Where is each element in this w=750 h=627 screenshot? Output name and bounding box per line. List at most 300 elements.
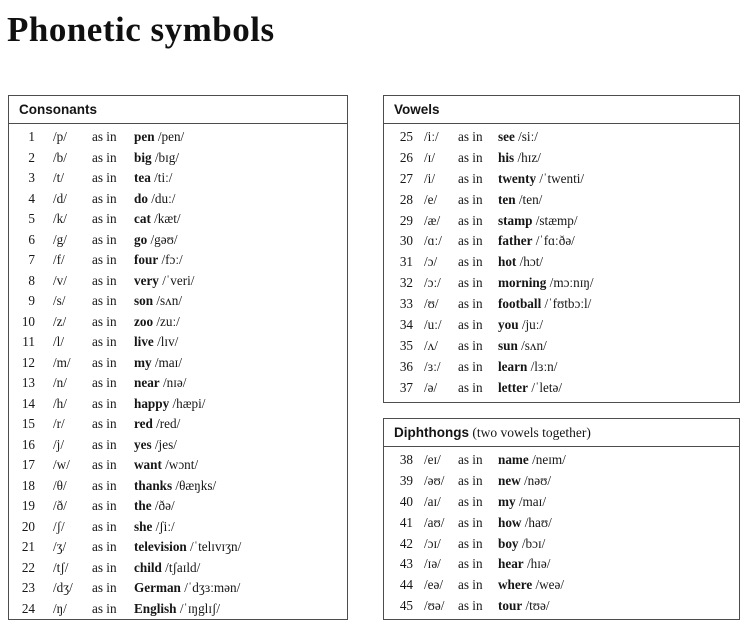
table-row bbox=[384, 575, 739, 596]
row-transcription: /ten/ bbox=[518, 191, 543, 207]
row-word: boy bbox=[498, 535, 519, 551]
row-word: name bbox=[498, 452, 529, 467]
row-word-cell bbox=[134, 127, 347, 148]
row-number: 2 bbox=[28, 149, 35, 165]
table-row bbox=[9, 476, 347, 497]
row-symbol: /aʊ/ bbox=[424, 514, 445, 530]
row-as-in: as in bbox=[458, 317, 483, 333]
table-row bbox=[384, 252, 739, 273]
row-number: 29 bbox=[399, 212, 413, 228]
row-transcription: /gəʊ/ bbox=[150, 231, 178, 247]
table-row bbox=[384, 357, 739, 378]
table-row bbox=[384, 273, 739, 294]
row-word-cell bbox=[134, 578, 347, 599]
row-symbol: /t/ bbox=[53, 170, 64, 185]
row-word-cell bbox=[134, 373, 347, 394]
row-word: four bbox=[134, 252, 159, 267]
row-word: live bbox=[134, 334, 154, 349]
table-row bbox=[9, 291, 347, 312]
row-symbol: /s/ bbox=[53, 293, 66, 308]
row-word: cat bbox=[134, 211, 151, 226]
table-row bbox=[9, 558, 347, 579]
row-transcription: /lɪv/ bbox=[157, 334, 179, 349]
row-word: ten bbox=[498, 191, 516, 207]
row-transcription: /θæŋks/ bbox=[175, 477, 217, 493]
row-symbol: /ʊə/ bbox=[424, 598, 445, 614]
row-word: see bbox=[498, 129, 515, 144]
row-word: English bbox=[134, 600, 177, 616]
row-number: 21 bbox=[21, 539, 35, 554]
row-word: tea bbox=[134, 170, 151, 185]
row-transcription: /ˈveri/ bbox=[162, 272, 195, 288]
row-word-cell bbox=[134, 230, 347, 251]
row-symbol: /p/ bbox=[53, 129, 67, 144]
table-row bbox=[9, 250, 347, 271]
row-number: 9 bbox=[28, 293, 35, 308]
row-word: the bbox=[134, 498, 152, 513]
row-number: 13 bbox=[21, 375, 35, 390]
row-number: 14 bbox=[21, 395, 35, 411]
vowels-rows bbox=[384, 124, 739, 399]
row-transcription: /zuː/ bbox=[156, 313, 180, 329]
row-symbol: /r/ bbox=[53, 416, 65, 431]
table-row bbox=[9, 537, 347, 558]
row-symbol: /m/ bbox=[53, 354, 71, 370]
row-number: 22 bbox=[21, 559, 35, 575]
table-row bbox=[9, 373, 347, 394]
row-word: pen bbox=[134, 129, 155, 144]
row-word: tour bbox=[498, 598, 523, 614]
row-as-in: as in bbox=[92, 559, 117, 575]
row-number: 17 bbox=[21, 457, 35, 472]
row-transcription: /ˈfɑːðə/ bbox=[535, 233, 575, 249]
table-row bbox=[384, 294, 739, 315]
row-as-in: as in bbox=[92, 231, 117, 247]
row-transcription: /nəʊ/ bbox=[524, 472, 552, 488]
row-as-in: as in bbox=[458, 191, 483, 207]
vowels-header-label: Vowels bbox=[394, 102, 440, 117]
row-word: son bbox=[134, 293, 154, 308]
row-as-in: as in bbox=[458, 577, 483, 593]
row-symbol: /ʌ/ bbox=[424, 337, 438, 353]
consonants-header-label: Consonants bbox=[19, 102, 98, 117]
row-symbol: /j/ bbox=[53, 436, 64, 452]
row-word: you bbox=[498, 317, 519, 333]
row-word: morning bbox=[498, 275, 547, 291]
row-as-in: as in bbox=[458, 149, 483, 165]
table-row bbox=[384, 127, 739, 148]
row-word-cell bbox=[498, 273, 739, 294]
row-as-in: as in bbox=[92, 129, 117, 144]
row-transcription: /jes/ bbox=[154, 436, 177, 452]
table-row bbox=[384, 169, 739, 190]
row-word: television bbox=[134, 539, 187, 554]
row-word-cell bbox=[134, 271, 347, 292]
row-transcription: /tiː/ bbox=[154, 170, 173, 185]
row-as-in: as in bbox=[458, 337, 483, 353]
row-symbol: /ɑː/ bbox=[424, 233, 442, 249]
row-symbol: /d/ bbox=[53, 190, 67, 206]
table-row bbox=[384, 190, 739, 211]
table-row bbox=[9, 578, 347, 599]
row-word-cell bbox=[498, 357, 739, 378]
row-number: 40 bbox=[399, 493, 413, 509]
row-word-cell bbox=[498, 190, 739, 211]
row-word-cell bbox=[134, 250, 347, 271]
table-row bbox=[9, 127, 347, 148]
row-symbol: /ɜː/ bbox=[424, 358, 441, 374]
row-word-cell bbox=[134, 332, 347, 353]
row-number: 45 bbox=[399, 598, 413, 614]
row-word: football bbox=[498, 296, 542, 312]
row-number: 32 bbox=[399, 275, 413, 291]
row-as-in: as in bbox=[458, 254, 483, 270]
row-number: 41 bbox=[399, 514, 413, 530]
row-number: 42 bbox=[399, 535, 413, 551]
row-as-in: as in bbox=[458, 129, 483, 144]
row-as-in: as in bbox=[92, 252, 117, 267]
row-as-in: as in bbox=[92, 293, 117, 308]
table-row bbox=[9, 414, 347, 435]
table-row bbox=[384, 513, 739, 534]
row-word-cell bbox=[134, 414, 347, 435]
row-transcription: /duː/ bbox=[151, 190, 176, 206]
row-as-in: as in bbox=[458, 556, 483, 572]
row-word-cell bbox=[498, 252, 739, 273]
row-symbol: /g/ bbox=[53, 231, 67, 247]
diphthongs-header-label: Diphthongs bbox=[394, 425, 469, 440]
row-transcription: /fɔː/ bbox=[161, 252, 183, 267]
row-word: hot bbox=[498, 254, 517, 270]
row-word: where bbox=[498, 577, 533, 593]
table-row bbox=[384, 534, 739, 555]
row-number: 24 bbox=[21, 600, 35, 616]
table-row bbox=[384, 492, 739, 513]
row-symbol: /æ/ bbox=[424, 212, 441, 228]
row-transcription: /bɪg/ bbox=[154, 149, 180, 165]
row-symbol: /ʒ/ bbox=[53, 539, 67, 554]
row-transcription: /ˈdʒɜːmən/ bbox=[184, 580, 241, 595]
row-transcription: /maɪ/ bbox=[518, 493, 546, 509]
row-transcription: /red/ bbox=[156, 416, 181, 431]
table-row bbox=[384, 336, 739, 357]
table-row bbox=[384, 231, 739, 252]
row-word-cell bbox=[134, 394, 347, 415]
row-transcription: /ˈletə/ bbox=[531, 379, 563, 395]
row-transcription: /ˈtwenti/ bbox=[539, 170, 585, 186]
row-word: German bbox=[134, 580, 181, 595]
row-number: 20 bbox=[21, 518, 35, 534]
table-row bbox=[384, 450, 739, 471]
row-transcription: /stæmp/ bbox=[535, 212, 578, 228]
consonants-table bbox=[8, 95, 348, 620]
row-word: child bbox=[134, 559, 162, 575]
row-word-cell bbox=[498, 169, 739, 190]
page-title: Phonetic symbols bbox=[7, 10, 275, 49]
row-word-cell bbox=[134, 209, 347, 230]
row-as-in: as in bbox=[458, 472, 483, 488]
row-transcription: /neɪm/ bbox=[532, 452, 566, 467]
row-number: 5 bbox=[28, 211, 35, 226]
row-transcription: /hɔt/ bbox=[519, 254, 544, 270]
row-number: 4 bbox=[28, 190, 35, 206]
row-number: 38 bbox=[399, 452, 413, 467]
table-row bbox=[9, 209, 347, 230]
row-number: 12 bbox=[21, 354, 35, 370]
row-symbol: /b/ bbox=[53, 149, 67, 165]
row-symbol: /aɪ/ bbox=[424, 493, 441, 509]
row-symbol: /w/ bbox=[53, 457, 70, 472]
row-symbol: /dʒ/ bbox=[53, 580, 73, 595]
row-number: 25 bbox=[399, 129, 413, 144]
row-number: 36 bbox=[399, 358, 413, 374]
row-symbol: /l/ bbox=[53, 334, 64, 349]
row-as-in: as in bbox=[92, 354, 117, 370]
row-word-cell bbox=[498, 492, 739, 513]
row-transcription: /ðə/ bbox=[154, 498, 175, 513]
row-transcription: /ˈɪŋglɪʃ/ bbox=[179, 600, 221, 616]
row-symbol: /uː/ bbox=[424, 317, 442, 333]
row-word-cell bbox=[498, 294, 739, 315]
row-number: 23 bbox=[21, 580, 35, 595]
row-word-cell bbox=[134, 189, 347, 210]
row-word-cell bbox=[498, 148, 739, 169]
table-row bbox=[384, 554, 739, 575]
row-as-in: as in bbox=[92, 272, 117, 288]
consonants-header bbox=[9, 96, 347, 124]
row-transcription: /ˈtelɪvɪʒn/ bbox=[190, 539, 242, 554]
table-row bbox=[384, 315, 739, 336]
row-number: 39 bbox=[399, 472, 413, 488]
row-transcription: /wɔnt/ bbox=[165, 457, 199, 472]
table-row bbox=[384, 148, 739, 169]
row-transcription: /tʃaɪld/ bbox=[165, 559, 201, 575]
row-word: my bbox=[498, 493, 516, 509]
row-as-in: as in bbox=[92, 211, 117, 226]
row-transcription: /hæpi/ bbox=[172, 395, 206, 411]
row-number: 44 bbox=[399, 577, 413, 593]
row-word: she bbox=[134, 518, 153, 534]
row-as-in: as in bbox=[92, 395, 117, 411]
row-word-cell bbox=[498, 554, 739, 575]
row-as-in: as in bbox=[92, 518, 117, 534]
row-number: 11 bbox=[22, 334, 35, 349]
row-symbol: /ɪə/ bbox=[424, 556, 441, 572]
row-number: 8 bbox=[28, 272, 35, 288]
row-word: my bbox=[134, 354, 152, 370]
table-row bbox=[384, 471, 739, 492]
row-as-in: as in bbox=[92, 375, 117, 390]
row-number: 31 bbox=[399, 254, 413, 270]
row-word-cell bbox=[498, 231, 739, 252]
row-word-cell bbox=[134, 476, 347, 497]
table-row bbox=[384, 596, 739, 617]
row-as-in: as in bbox=[458, 212, 483, 228]
row-word: how bbox=[498, 514, 522, 530]
row-word-cell bbox=[134, 148, 347, 169]
row-word: thanks bbox=[134, 477, 173, 493]
row-symbol: /ŋ/ bbox=[53, 600, 67, 616]
table-row bbox=[9, 599, 347, 620]
table-row bbox=[384, 378, 739, 399]
row-number: 7 bbox=[28, 252, 35, 267]
row-symbol: /θ/ bbox=[53, 477, 67, 493]
diphthongs-table bbox=[383, 418, 740, 620]
row-word-cell bbox=[498, 378, 739, 399]
row-word-cell bbox=[134, 168, 347, 189]
table-row bbox=[9, 496, 347, 517]
table-row bbox=[9, 455, 347, 476]
row-as-in: as in bbox=[92, 170, 117, 185]
diphthongs-header bbox=[384, 419, 739, 447]
table-row bbox=[9, 435, 347, 456]
row-word-cell bbox=[498, 450, 739, 471]
row-word: hear bbox=[498, 556, 524, 572]
row-number: 1 bbox=[28, 129, 35, 144]
row-symbol: /tʃ/ bbox=[53, 559, 69, 575]
row-number: 19 bbox=[21, 498, 35, 513]
row-symbol: /ð/ bbox=[53, 498, 67, 513]
row-word-cell bbox=[498, 534, 739, 555]
table-row bbox=[384, 211, 739, 232]
row-word-cell bbox=[134, 558, 347, 579]
row-as-in: as in bbox=[458, 379, 483, 395]
table-row bbox=[9, 168, 347, 189]
row-word-cell bbox=[134, 312, 347, 333]
row-word: near bbox=[134, 375, 160, 390]
row-transcription: /weə/ bbox=[535, 577, 565, 593]
row-number: 27 bbox=[399, 170, 413, 186]
row-transcription: /maɪ/ bbox=[154, 354, 182, 370]
row-symbol: /ɔː/ bbox=[424, 275, 441, 291]
row-word-cell bbox=[134, 455, 347, 476]
row-transcription: /sʌn/ bbox=[156, 293, 183, 308]
table-row bbox=[9, 148, 347, 169]
row-as-in: as in bbox=[458, 296, 483, 312]
row-as-in: as in bbox=[92, 457, 117, 472]
row-word-cell bbox=[498, 336, 739, 357]
row-as-in: as in bbox=[92, 436, 117, 452]
row-symbol: /i/ bbox=[424, 170, 435, 186]
row-word-cell bbox=[498, 211, 739, 232]
row-as-in: as in bbox=[92, 477, 117, 493]
row-number: 35 bbox=[399, 337, 413, 353]
row-transcription: /nɪə/ bbox=[162, 375, 187, 390]
row-word-cell bbox=[134, 291, 347, 312]
row-word-cell bbox=[134, 517, 347, 538]
row-transcription: /kæt/ bbox=[154, 211, 181, 226]
row-symbol: /eə/ bbox=[424, 577, 444, 593]
row-word: very bbox=[134, 272, 159, 288]
row-number: 37 bbox=[399, 379, 413, 395]
table-row bbox=[9, 353, 347, 374]
row-transcription: /tʊə/ bbox=[525, 598, 550, 614]
row-word: new bbox=[498, 472, 521, 488]
row-transcription: /hɪə/ bbox=[526, 556, 551, 572]
row-number: 28 bbox=[399, 191, 413, 207]
row-number: 43 bbox=[399, 556, 413, 572]
row-word-cell bbox=[498, 596, 739, 617]
row-word-cell bbox=[498, 513, 739, 534]
row-symbol: /ɪ/ bbox=[424, 149, 435, 165]
row-as-in: as in bbox=[458, 233, 483, 249]
row-symbol: /ə/ bbox=[424, 379, 438, 395]
row-symbol: /v/ bbox=[53, 272, 67, 288]
row-transcription: /lɜːn/ bbox=[530, 358, 558, 374]
row-as-in: as in bbox=[92, 149, 117, 165]
row-word-cell bbox=[134, 353, 347, 374]
row-as-in: as in bbox=[92, 190, 117, 206]
row-word-cell bbox=[498, 315, 739, 336]
vowels-header bbox=[384, 96, 739, 124]
row-word: do bbox=[134, 190, 148, 206]
row-word-cell bbox=[498, 575, 739, 596]
row-transcription: /ʃiː/ bbox=[155, 518, 175, 534]
row-as-in: as in bbox=[92, 313, 117, 329]
row-symbol: /ɔɪ/ bbox=[424, 535, 441, 551]
row-symbol: /z/ bbox=[53, 313, 67, 329]
row-transcription: /sʌn/ bbox=[521, 337, 547, 353]
table-row bbox=[9, 332, 347, 353]
row-symbol: /n/ bbox=[53, 375, 67, 390]
row-as-in: as in bbox=[458, 452, 483, 467]
row-symbol: /e/ bbox=[424, 191, 438, 207]
row-word: go bbox=[134, 231, 148, 247]
row-transcription: /mɔːnɪŋ/ bbox=[549, 275, 594, 291]
row-number: 34 bbox=[399, 317, 413, 333]
row-symbol: /əʊ/ bbox=[424, 472, 445, 488]
row-number: 30 bbox=[399, 233, 413, 249]
row-number: 10 bbox=[21, 313, 35, 329]
table-row bbox=[9, 230, 347, 251]
row-symbol: /ʃ/ bbox=[53, 518, 65, 534]
row-word: yes bbox=[134, 436, 152, 452]
row-as-in: as in bbox=[92, 498, 117, 513]
row-word: happy bbox=[134, 395, 170, 411]
row-transcription: /hɪz/ bbox=[517, 149, 541, 165]
row-word-cell bbox=[498, 127, 739, 148]
row-as-in: as in bbox=[458, 170, 483, 186]
row-word-cell bbox=[134, 537, 347, 558]
row-number: 6 bbox=[28, 231, 35, 247]
diphthongs-rows bbox=[384, 447, 739, 617]
row-number: 3 bbox=[28, 170, 35, 185]
row-word: red bbox=[134, 416, 153, 431]
row-symbol: /k/ bbox=[53, 211, 67, 226]
table-row bbox=[9, 312, 347, 333]
table-row bbox=[9, 394, 347, 415]
row-word: zoo bbox=[134, 313, 154, 329]
row-word: twenty bbox=[498, 170, 537, 186]
row-transcription: /pen/ bbox=[157, 129, 185, 144]
row-word: his bbox=[498, 149, 515, 165]
row-symbol: /f/ bbox=[53, 252, 65, 267]
row-word: learn bbox=[498, 358, 528, 374]
row-word-cell bbox=[134, 496, 347, 517]
row-number: 33 bbox=[399, 296, 413, 312]
row-number: 16 bbox=[21, 436, 35, 452]
consonants-rows bbox=[9, 124, 347, 619]
row-transcription: /haʊ/ bbox=[524, 514, 552, 530]
row-transcription: /bɔɪ/ bbox=[521, 535, 546, 551]
row-as-in: as in bbox=[458, 275, 483, 291]
row-symbol: /eɪ/ bbox=[424, 452, 441, 467]
row-word: father bbox=[498, 233, 533, 249]
row-number: 26 bbox=[399, 149, 413, 165]
row-as-in: as in bbox=[92, 580, 117, 595]
table-row bbox=[9, 271, 347, 292]
table-row bbox=[9, 189, 347, 210]
